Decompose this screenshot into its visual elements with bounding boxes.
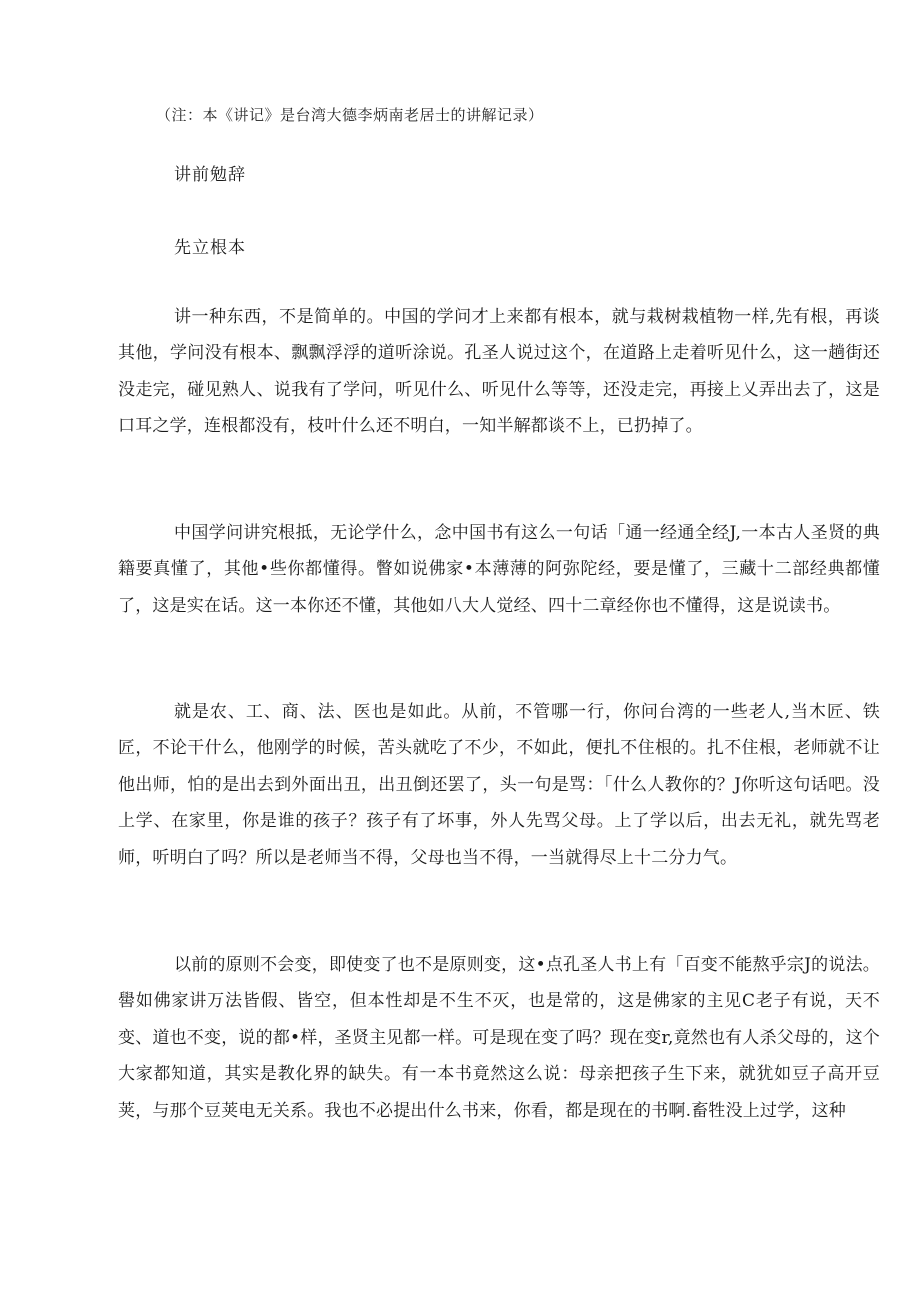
paragraph-4: 以前的原则不会变，即使变了也不是原则变，这•点孔圣人书上有「百变不能熬乎宗J的说法。嚳如佛家讲万法皆假、皆空，但本性却是不生不灭，也是常的，这是佛家的主见C老子有说，天不变、道也不变，说的都•样，圣贤主见都一样。可是现在变了吗？现在变r,竟然也有人杀父母的，这个大家都知道，其实是教化界的缺失。有一本书竟然这么说：母亲把孩子生下来，就犹如豆子高开豆荚，与那个豆荚电无关系。我也不必提出什么书来，你看，都是现在的书啊.畜牲没上过学，这种 xyxy=(118,955,880,1121)
paragraph-2: 中国学问讲究根抵，无论学什么，念中国书有这么一句话「通一经通全经J,一本古人圣贤的典籍要真懂了，其他•些你都懂得。瞥如说佛家•本薄薄的阿弥陀经，要是懂了，三藏十二部经典都懂了，这是实在话。这一本你还不懂，其他如八大人觉经、四十二章经你也不懂得，这是说读书。 xyxy=(118,523,880,616)
section-heading-foundation: 先立根本 xyxy=(174,238,246,258)
paragraph-3: 就是农、工、商、法、医也是如此。从前，不管哪一行，你问台湾的一些老人,当木匠、铁匠，不论干什么，他刚学的时候，苦头就吃了不少，不如此，便扎不住根的。扎不住根，老师就不让他出师，怕的是出去到外面出丑，出丑倒还罢了，头一句是骂：「什么人教你的？J你听这句话吧。没上学、在家里，你是谁的孩子？孩子有了坏事，外人先骂父母。上了学以后，出去无礼，就先骂老师，听明白了吗？所以是老师当不得，父母也当不得，一当就得尽上十二分力气。 xyxy=(118,702,880,868)
section-heading-exhortation: 讲前勉辞 xyxy=(174,165,246,185)
document-note: （注：本《讲记》是台湾大德李炳南老居士的讲解记录） xyxy=(156,106,544,124)
paragraph-1: 讲一种东西，不是简单的。中国的学问才上来都有根本，就与栽树栽植物一样,先有根，再谈其他，学问没有根本、飘飘浮浮的道听涂说。孔圣人说过这个，在道路上走着听见什么，这一趟街还没走完，碰见熟人、说我有了学问，听见什么、听见什么等等，还没走完，再接上乂弄出去了，这是口耳之学，连根都没有，枝叶什么还不明白，一知半解都谈不上，已扔掉了。 xyxy=(118,307,880,437)
